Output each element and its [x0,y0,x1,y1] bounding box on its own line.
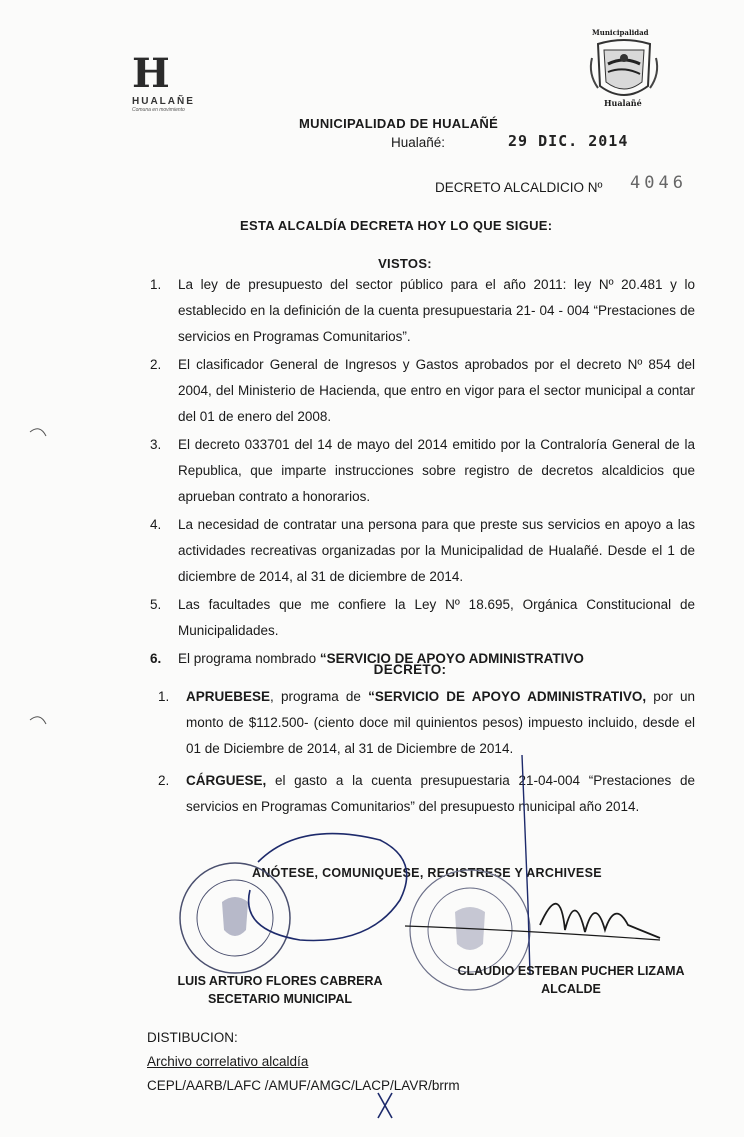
program-name: “SERVICIO DE APOYO ADMINISTRATIVO [319,651,584,666]
item-number: 4. [150,517,162,532]
vistos-heading: VISTOS: [378,256,432,271]
mayor-block [440,962,702,998]
mayor-name: CLAUDIO ESTEBAN PUCHER LIZAMA [457,964,685,978]
logo-name: HUALAÑE [132,96,195,107]
item-lead: APRUEBESE [186,689,271,704]
item-number: 2. [158,773,170,788]
distribution-line-2: CEPL/AARB/LAFC /AMUF/AMGC/LACP/LAVR/brrm [147,1078,460,1093]
seal-name: Hualañé [604,98,642,108]
decree-number: 4046 [630,173,687,193]
item-text: La ley de presupuesto del sector público para el año 2011: ley Nº 20.481 y lo establecido en la definición de la cuenta presupuestaria 21- 04 - 004 “Prestaciones de servicios en Programas Comunitarios”. [178,277,695,344]
municipality-title: MUNICIPALIDAD DE HUALAÑÉ [299,116,499,131]
item-number: 5. [150,597,162,612]
program-name: “SERVICIO DE APOYO ADMINISTRATIVO, [368,689,647,704]
item-text: el gasto a la cuenta presupuestaria 21-04-004 “Prestaciones de servicios en Programas Comunitarios” del presupuesto municipal año 2014. [186,773,695,814]
pen-line-mark [522,755,530,975]
item-text: El clasificador General de Ingresos y Gastos aprobados por el decreto Nº 854 del 2004, del Ministerio de Hacienda, que entro en vigor para el sector municipal a contar del 01 de enero del 2008. [178,357,695,424]
signature-underline [405,926,660,940]
item-text: por un monto de $112.500- (ciento doce mil quinientos pesos) impuesto incluido, desde el 01 de Diciembre de 2014, al 31 de Diciembre de 2014. [186,689,696,756]
secretary-title: SECETARIO MUNICIPAL [208,992,352,1006]
item-number: 1. [150,277,162,292]
mayor-title: ALCALDE [541,982,601,996]
item-text: , programa de [270,689,369,704]
distribution-label: DISTIBUCION: [147,1030,238,1045]
item-text: Las facultades que me confiere la Ley Nº 18.695, Orgánica Constitucional de Municipalidades. [178,597,695,638]
item-text: El decreto 033701 del 14 de mayo del 2014 emitido por la Contraloría General de la Republica, que imparte instrucciones sobre registro de decretos alcaldicios que aprueban contrato a honorarios. [178,437,695,504]
logo-tagline: Comuna en movimiento [132,107,185,113]
item-text: La necesidad de contratar una persona para que preste sus servicios en apoyo a las actividades recreativas organizadas por la Municipalidad de Hualañé. Desde el 1 de diciembre de 2014, al 31 de diciembre de 2014. [178,517,695,584]
decree-label: DECRETO ALCALDICIO Nº [435,180,603,195]
date-stamp: 29 DIC. 2014 [508,132,629,150]
distribution-block [147,1026,460,1098]
item-number: 2. [150,357,162,372]
item-lead: CÁRGUESE, [186,773,267,788]
secretary-stamp [180,863,290,973]
secretary-block [160,972,400,1008]
item-number: 1. [158,689,170,704]
secretary-name: LUIS ARTURO FLORES CABRERA [177,974,383,988]
item-number: 6. [150,651,162,666]
seal-title: Municipalidad [592,28,649,37]
distribution-line-1: Archivo correlativo alcaldía [147,1054,309,1069]
place-label: Hualañé: [391,135,446,150]
logo-mark: H [132,50,168,97]
closing-line: ANÓTESE, COMUNIQUESE, REGISTRESE Y ARCHIVESE [252,866,602,880]
item-text: El programa nombrado [178,651,320,666]
preamble: ESTA ALCALDÍA DECRETA HOY LO QUE SIGUE: [240,218,553,233]
item-number: 3. [150,437,162,452]
decreto-heading: DECRETO: [373,662,447,677]
